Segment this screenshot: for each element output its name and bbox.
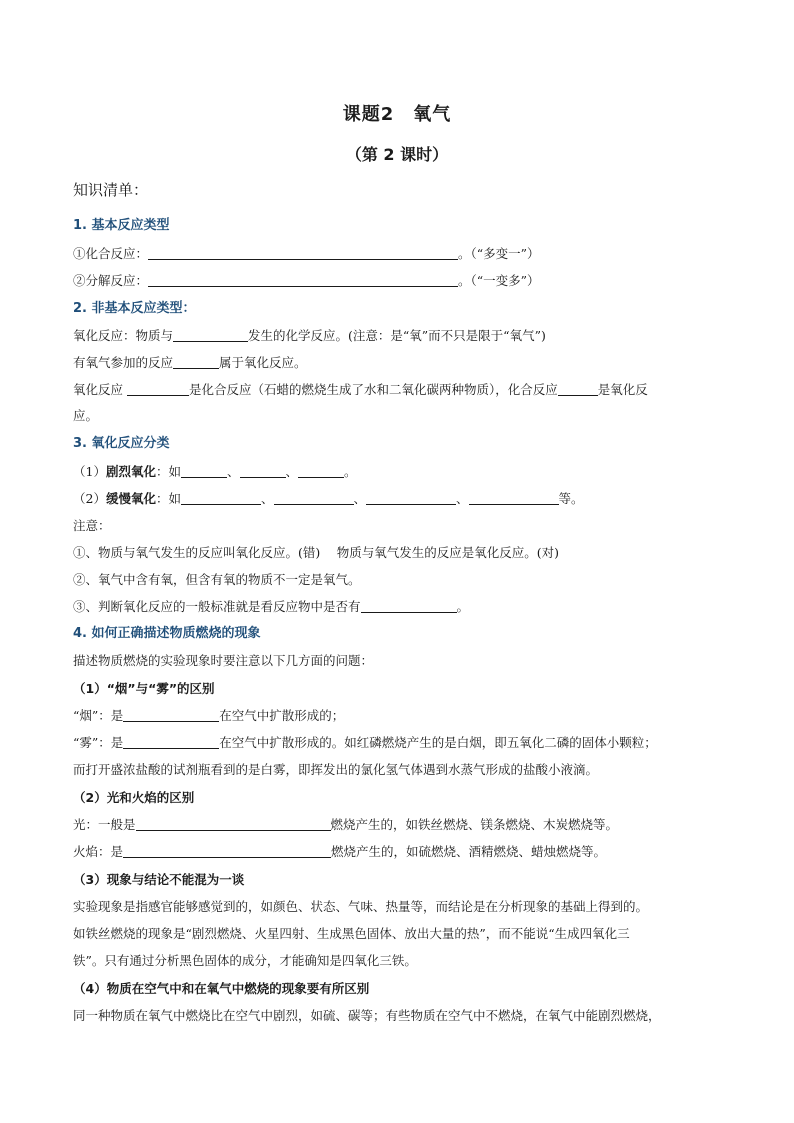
- section-4-part-3-line-2: 如铁丝燃烧的现象是“剧烈燃烧、火星四射、生成黑色固体、放出大量的热”，而不能说“生成四氧化三: [73, 926, 630, 941]
- line-text: 。（“一变多”）: [458, 273, 540, 288]
- fill-blank[interactable]: [148, 246, 458, 260]
- section-3-note-2: ②、氧气中含有氧，但含有氧的物质不一定是氧气。: [73, 572, 361, 587]
- fill-blank[interactable]: [361, 599, 457, 613]
- section-2-line-1: [73, 326, 546, 346]
- line-text: 发生的化学反应。(注意：是“氧”而不只是限于“氧气”): [248, 328, 546, 343]
- fill-blank[interactable]: [136, 817, 331, 831]
- line-text: （2）: [73, 491, 106, 506]
- line-text: 。（“多变一”）: [458, 246, 540, 261]
- section-3-note-1: ①、物质与氧气发生的反应叫氧化反应。(错) 物质与氧气发生的反应是氧化反应。(对): [73, 545, 559, 560]
- section-2-line-4: 应。: [73, 408, 99, 423]
- line-text: “雾”：是: [73, 735, 124, 750]
- line-text: 属于氧化反应。: [219, 355, 307, 370]
- line-text: 等。: [558, 491, 584, 506]
- bold-term: 缓慢氧化: [105, 491, 156, 506]
- section-4-part-3-line-3: 铁”。只有通过分析黑色固体的成分，才能确知是四氧化三铁。: [73, 953, 417, 968]
- line-text: 在空气中扩散形成的；: [219, 708, 345, 723]
- section-3-line-2: [73, 489, 584, 509]
- line-text: （1）: [73, 464, 106, 479]
- section-1-heading: 1. 基本反应类型: [73, 218, 170, 233]
- fill-blank[interactable]: [123, 708, 219, 722]
- section-4-part-1-heading: （1）“烟”与“雾”的区别: [73, 681, 215, 696]
- line-text: 。: [344, 464, 357, 479]
- line-text: 氧化反应：物质与: [73, 328, 174, 343]
- line-text: 是氧化反: [597, 382, 648, 397]
- section-4-part-2-line-2: [73, 842, 606, 862]
- line-text: ②分解反应：: [73, 273, 149, 288]
- line-text: 氧化反应: [73, 382, 127, 397]
- line-text: 。: [456, 599, 470, 614]
- line-text: ：如: [155, 491, 181, 506]
- section-4-part-1-line-2: [73, 733, 657, 753]
- separator: 、: [456, 491, 469, 506]
- section-3-line-1: [73, 462, 357, 482]
- line-text: ①化合反应：: [73, 246, 149, 261]
- fill-blank[interactable]: [148, 273, 458, 287]
- separator: 、: [260, 491, 274, 506]
- line-text: 有氧气参加的反应: [73, 355, 174, 370]
- knowledge-list-heading: 知识清单：: [73, 181, 149, 199]
- line-text: 燃烧产生的，如硫燃烧、酒精燃烧、蜡烛燃烧等。: [331, 844, 607, 859]
- fill-blank[interactable]: [240, 464, 286, 478]
- fill-blank[interactable]: [181, 464, 227, 478]
- separator: 、: [353, 491, 367, 506]
- section-2-line-2: [73, 353, 307, 373]
- section-1-line-2: [73, 271, 540, 291]
- separator: 、: [226, 464, 240, 479]
- section-1-line-1: [73, 244, 540, 264]
- fill-blank[interactable]: [123, 735, 219, 749]
- section-4-part-2-heading: （2）光和火焰的区别: [73, 790, 195, 805]
- fill-blank[interactable]: [469, 491, 559, 505]
- section-3-heading: 3. 氧化反应分类: [73, 436, 170, 451]
- line-text: 燃烧产生的，如铁丝燃烧、镁条燃烧、木炭燃烧等。: [330, 817, 619, 832]
- section-2-heading: 2. 非基本反应类型：: [73, 301, 196, 316]
- fill-blank[interactable]: [298, 464, 344, 478]
- fill-blank[interactable]: [173, 328, 248, 342]
- section-4-part-4-line-1: 同一种物质在氧气中燃烧比在空气中剧烈，如硫、碳等；有些物质在空气中不燃烧，在氧气中能剧烈燃烧，: [73, 1008, 661, 1023]
- page-subtitle: （第 2 课时）: [345, 145, 449, 164]
- section-4-part-3-line-1: 实验现象是指感官能够感觉到的，如颜色、状态、气味、热量等，而结论是在分析现象的基础上得到的。: [73, 899, 649, 914]
- section-4-intro: 描述物质燃烧的实验现象时要注意以下几方面的问题：: [73, 653, 374, 668]
- section-3-note-label: 注意：: [73, 518, 111, 533]
- line-text: 光：一般是: [73, 817, 136, 832]
- fill-blank[interactable]: [274, 491, 354, 505]
- section-4-part-3-heading: （3）现象与结论不能混为一谈: [73, 872, 245, 887]
- line-text: “烟”：是: [73, 708, 124, 723]
- fill-blank[interactable]: [366, 491, 456, 505]
- line-text: 在空气中扩散形成的。如红磷燃烧产生的是白烟，即五氧化二磷的固体小颗粒；: [219, 735, 657, 750]
- section-4-part-1-line-3: 而打开盛浓盐酸的试剂瓶看到的是白雾，即挥发出的氯化氢气体遇到水蒸气形成的盐酸小液滴。: [73, 762, 599, 777]
- fill-blank[interactable]: [173, 355, 219, 369]
- fill-blank[interactable]: [181, 491, 261, 505]
- separator: 、: [285, 464, 299, 479]
- fill-blank[interactable]: [558, 382, 598, 396]
- line-text: 火焰：是: [73, 844, 124, 859]
- section-4-part-1-line-1: [73, 706, 344, 726]
- line-text: 是化合反应（石蜡的燃烧生成了水和二氧化碳两种物质），化合反应: [188, 382, 558, 397]
- section-4-heading: 4. 如何正确描述物质燃烧的现象: [73, 626, 261, 641]
- section-4-part-4-heading: （4）物质在空气中和在氧气中燃烧的现象要有所区别: [73, 981, 370, 996]
- line-text: ③、判断氧化反应的一般标准就是看反应物中是否有: [73, 599, 361, 614]
- section-3-note-3: [73, 597, 469, 617]
- bold-term: 剧烈氧化: [105, 464, 156, 479]
- section-4-part-2-line-1: [73, 815, 618, 835]
- fill-blank[interactable]: [127, 382, 189, 396]
- line-text: ：如: [155, 464, 181, 479]
- page-title: 课题2 氧气: [342, 104, 452, 125]
- fill-blank[interactable]: [123, 844, 331, 858]
- section-2-line-3: [73, 380, 648, 400]
